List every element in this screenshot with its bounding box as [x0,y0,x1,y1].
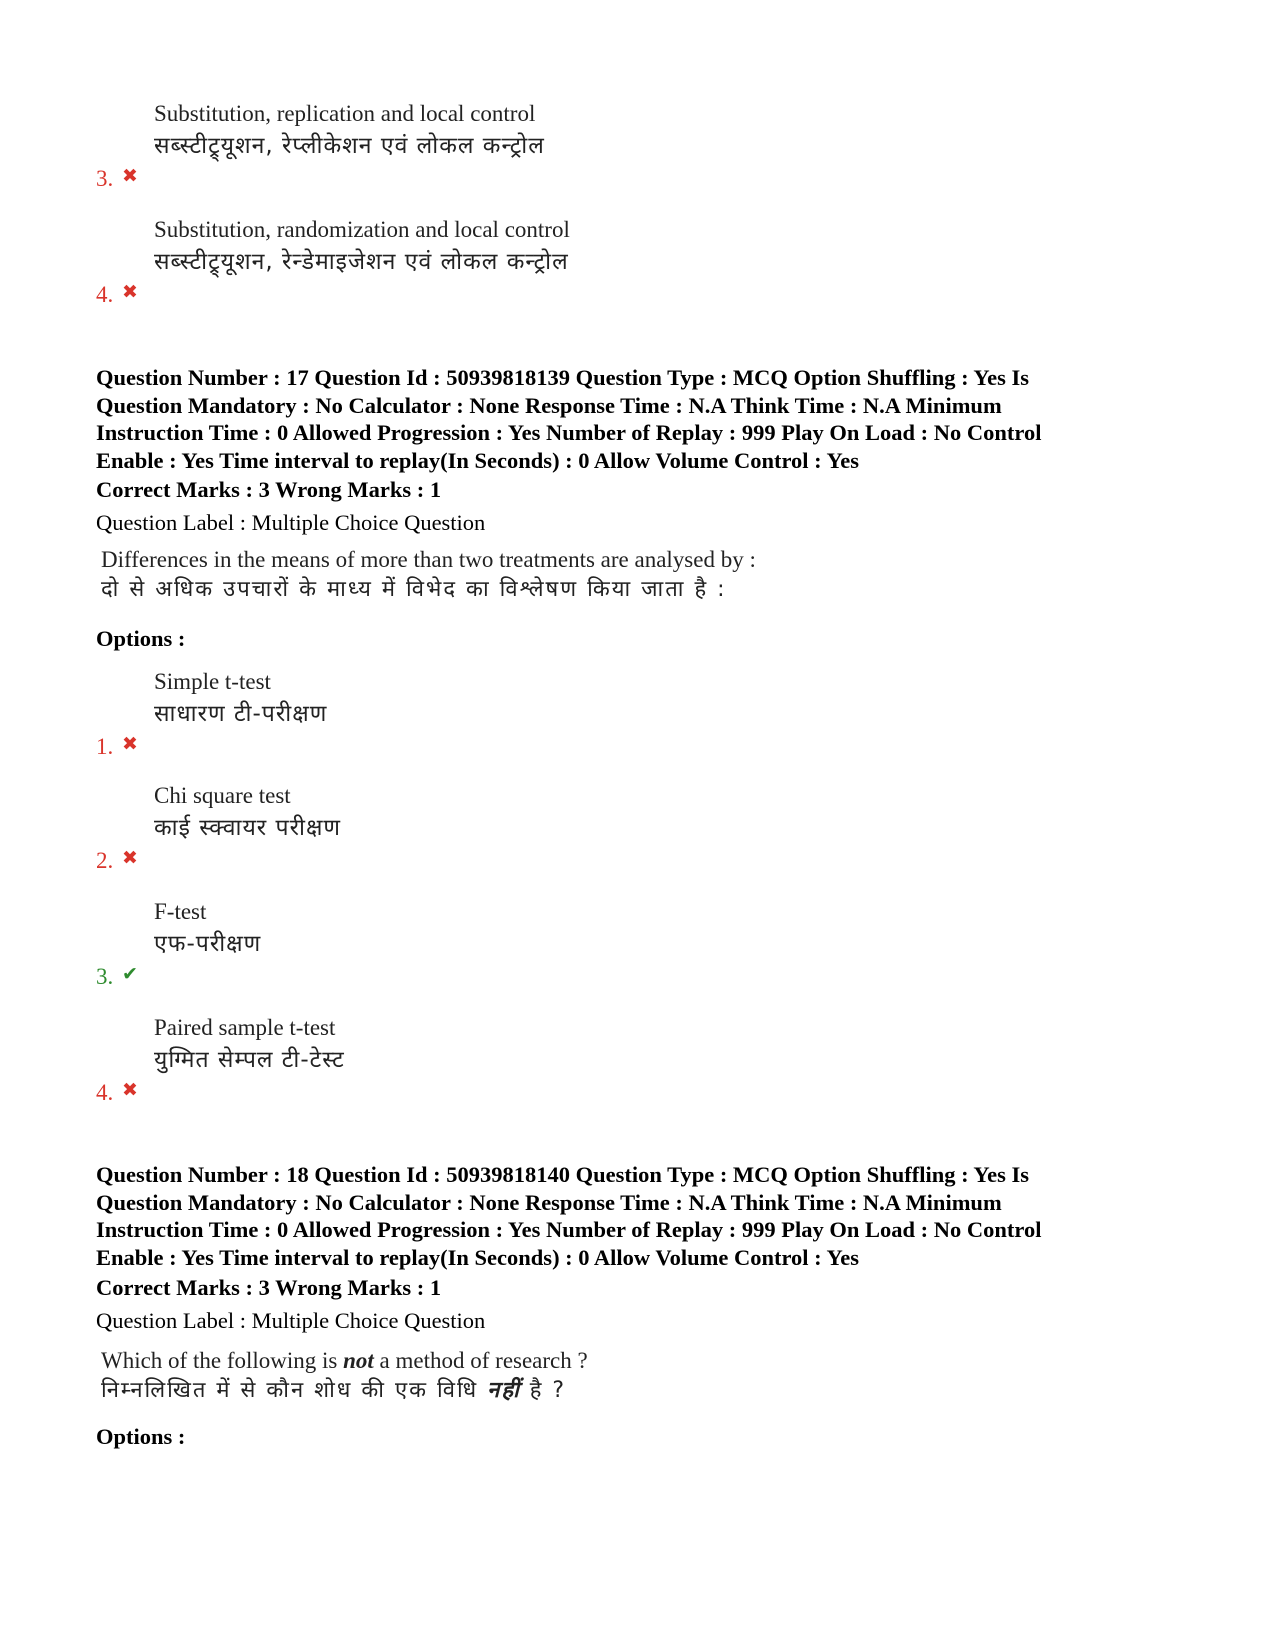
question-marks: Correct Marks : 3 Wrong Marks : 1 [96,477,442,502]
question-stem-en: Differences in the means of more than two treatments are analysed by : [101,547,756,572]
option-number: 3. [96,166,114,191]
option-text-hi: सब्स्टीट्र्यूशन, रेन्डेमाइजेशन एवं लोकल कन्ट्रोल [154,249,569,275]
question-label: Question Label : Multiple Choice Question [96,510,486,535]
question-stem-en [101,1347,588,1375]
question-meta [96,364,1186,474]
meta-line: Instruction Time : 0 Allowed Progression : Yes Number of Replay : 999 Play On Load : No Control [96,420,1042,445]
option-item [96,668,1096,758]
option-text-en: Substitution, randomization and local control [154,217,570,242]
meta-line: Instruction Time : 0 Allowed Progression : Yes Number of Replay : 999 Play On Load : No Control [96,1217,1042,1242]
meta-line: Enable : Yes Time interval to replay(In Seconds) : 0 Allow Volume Control : Yes [96,1244,859,1270]
stem-text: निम्नलिखित में से कौन शोध की एक विधि [101,1378,488,1403]
stem-text: है ? [520,1378,567,1403]
question-meta [96,1161,1186,1271]
option-text-en: Simple t-test [154,669,271,694]
option-number: 3. [96,964,114,989]
options-heading: Options : [96,626,186,651]
stem-emphasis: not [343,1348,374,1373]
option-text-hi: एफ-परीक्षण [154,931,262,957]
option-text-en: F-test [154,899,207,924]
option-text-hi: काई स्क्वायर परीक्षण [154,815,342,841]
check-icon: ✔ [122,963,138,985]
option-text-hi: युग्मित सेम्पल टी-टेस्ट [154,1047,345,1073]
meta-line: Question Mandatory : No Calculator : None Response Time : N.A Think Time : N.A Minimum [96,392,1002,418]
cross-icon: ✖ [122,165,138,187]
stem-text: a method of research ? [373,1348,588,1373]
cross-icon: ✖ [122,847,138,869]
cross-icon: ✖ [122,281,138,303]
option-number: 2. [96,848,114,873]
option-item [96,782,1096,872]
option-item [96,100,1096,190]
option-text-en: Substitution, replication and local control [154,101,536,126]
option-number: 1. [96,734,114,759]
option-item [96,898,1096,988]
options-heading: Options : [96,1424,186,1449]
cross-icon: ✖ [122,733,138,755]
option-item [96,1014,1096,1104]
option-text-en: Chi square test [154,783,291,808]
stem-text: Which of the following is [101,1348,344,1373]
option-text-hi: साधारण टी-परीक्षण [154,701,328,727]
meta-line: Question Number : 17 Question Id : 50939818139 Question Type : MCQ Option Shuffling : Yes Is [96,365,1030,390]
question-stem-hi: दो से अधिक उपचारों के माध्य में विभेद का विश्लेषण किया जाता है : [101,577,727,602]
option-number: 4. [96,282,114,307]
option-text-hi: सब्स्टीट्र्यूशन, रेप्लीकेशन एवं लोकल कन्ट्रोल [154,133,545,159]
meta-line: Question Number : 18 Question Id : 50939818140 Question Type : MCQ Option Shuffling : Yes Is [96,1162,1030,1187]
meta-line: Enable : Yes Time interval to replay(In Seconds) : 0 Allow Volume Control : Yes [96,447,859,473]
stem-emphasis: नहीं [487,1378,521,1403]
option-item [96,216,1096,306]
cross-icon: ✖ [122,1079,138,1101]
question-marks: Correct Marks : 3 Wrong Marks : 1 [96,1275,442,1300]
meta-line: Question Mandatory : No Calculator : None Response Time : N.A Think Time : N.A Minimum [96,1189,1002,1215]
option-text-en: Paired sample t-test [154,1015,336,1040]
question-label: Question Label : Multiple Choice Question [96,1308,486,1333]
question-stem-hi [101,1377,566,1405]
option-number: 4. [96,1080,114,1105]
